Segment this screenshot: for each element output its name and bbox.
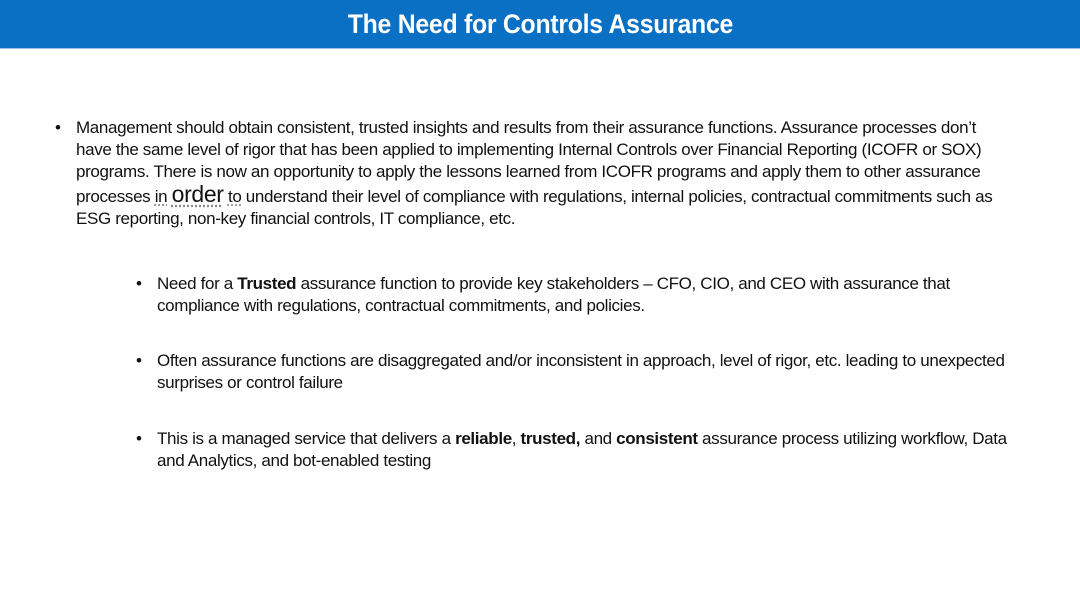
sub-bullet-3-bold-consistent: consistent xyxy=(616,429,698,448)
bullet-marker: • xyxy=(136,351,142,370)
slide-title: The Need for Controls Assurance xyxy=(347,8,733,39)
sub-bullet-2-text: Often assurance functions are disaggregated and/or inconsistent in approach, level of rigor, etc. leading to unexpected surprises or control failure xyxy=(157,351,1005,392)
bullet-marker: • xyxy=(136,429,142,448)
main-bullet-word-in: in xyxy=(154,187,168,206)
title-bar xyxy=(0,0,1080,49)
bullet-marker: • xyxy=(55,118,61,137)
sub-bullet-1-after: assurance function to provide key stakeholders – CFO, CIO, and CEO with assurance that compliance with regulations, contractual commitments, and policies. xyxy=(157,274,950,315)
sub-bullet-3-sep1: , xyxy=(511,429,521,448)
sub-bullet-3-after: assurance process utilizing workflow, Data and Analytics, and bot-enabled testing xyxy=(157,429,1007,470)
main-bullet-text-part1: Management should obtain consistent, trusted insights and results from their assurance functions. Assurance processes don’t have the same level of rigor that has been applied to implementing Internal Controls over Financial Reporting (ICOFR or SOX) programs. There is now an opportunity to apply the lessons learned from ICOFR programs and apply them to other assurance processes xyxy=(76,118,982,206)
main-bullet-word-order: order xyxy=(171,181,224,207)
main-bullet xyxy=(55,117,1006,230)
bullet-marker: • xyxy=(136,274,142,293)
sub-bullet-1-bold: Trusted xyxy=(237,274,297,293)
main-bullet-text-part2: understand their level of compliance with regulations, internal policies, contractual commitments such as ESG reporting, non-key financial controls, IT compliance, etc. xyxy=(76,187,993,228)
main-bullet-word-to: to xyxy=(227,187,242,206)
sub-bullet-3-sep2: and xyxy=(580,429,617,448)
sub-bullet-3-before: This is a managed service that delivers a xyxy=(157,429,456,448)
sub-bullet-1-before: Need for a xyxy=(157,274,238,293)
sub-bullet-managed-service xyxy=(136,428,1017,472)
sub-bullet-disaggregated xyxy=(136,350,1017,394)
sub-bullet-trusted-function xyxy=(136,273,1017,317)
sub-bullet-3-bold-trusted: trusted, xyxy=(520,429,581,448)
sub-bullet-3-bold-reliable: reliable xyxy=(455,429,512,448)
